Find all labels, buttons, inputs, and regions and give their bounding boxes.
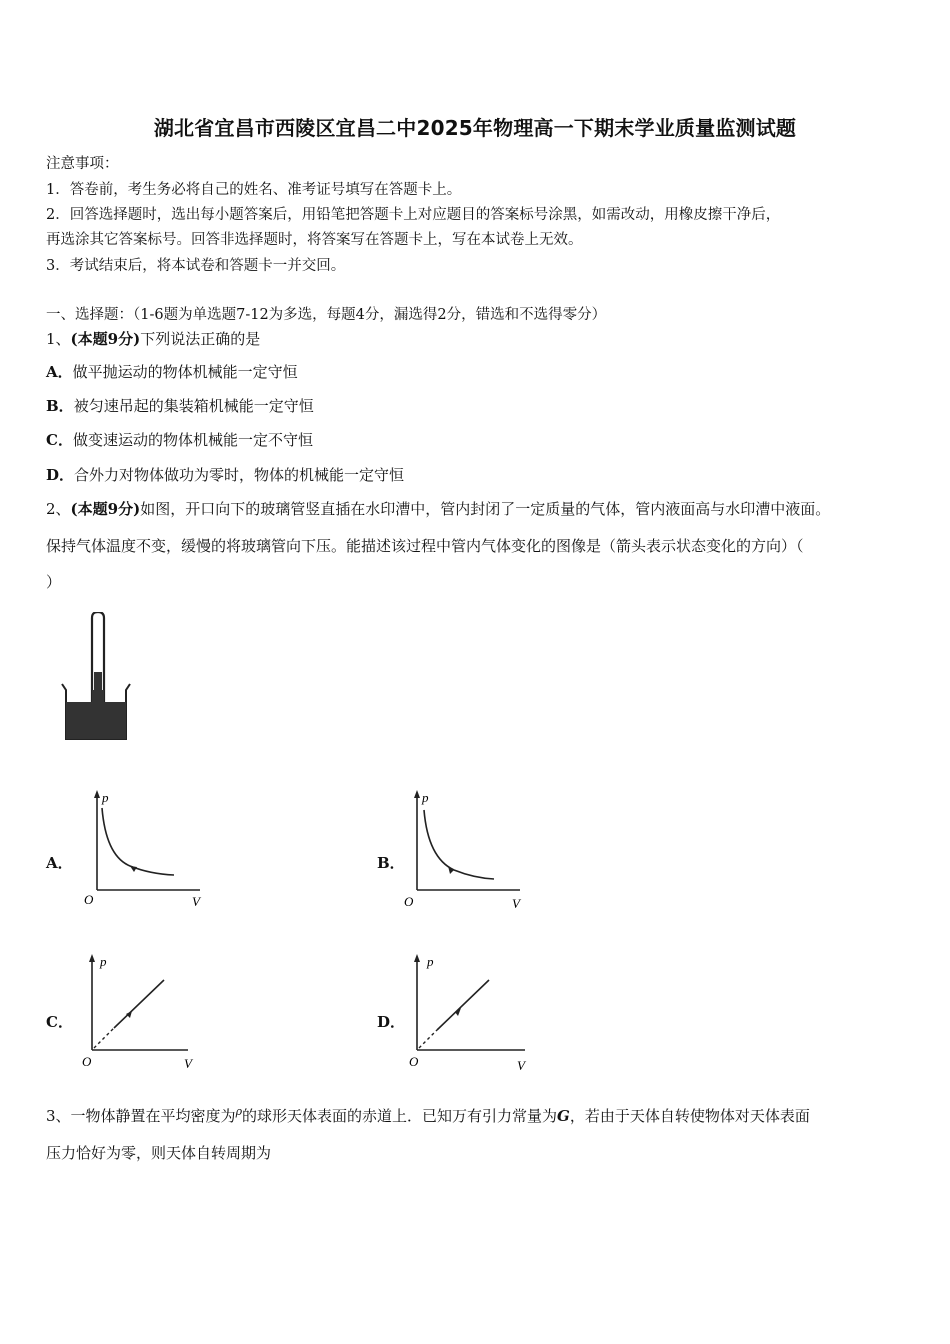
question-2 [46,498,830,519]
direction-arrow [126,1011,132,1018]
question-stem: 如图，开口向下的玻璃管竖直插在水印漕中，管内封闭了一定质量的气体，管内液面高与水印漕中液面。 [140,500,831,518]
question-3 [46,1105,810,1126]
option-a[interactable] [46,361,298,382]
option-text: 做平抛运动的物体机械能一定守恒 [72,363,298,381]
question-2-stem-cont: 保持气体温度不变，缓慢的将玻璃管向下压。能描述该过程中管内气体变化的图像是（箭头表示状态变化的方向）（ [46,537,804,555]
notice-item: 再选涂其它答案标号。回答非选择题时，将答案写在答题卡上，写在本试卷上无效。 [46,232,583,248]
isotherm-curve [102,808,174,875]
page-title: 湖北省宜昌市西陵区宜昌二中2025年物理高一下期末学业质量监测试题 [153,116,797,140]
question-number: 1、 [46,330,71,348]
option-text: 被匀速吊起的集装箱机械能一定守恒 [73,397,314,415]
question-tag: (本题9分) [70,330,141,348]
rho-symbol: ρ [235,1105,243,1118]
question-1 [46,328,260,349]
axis-origin: O [84,892,94,907]
question-stem: ，若由于天体自转使物体对天体表面 [569,1107,810,1125]
graph-option-d-label[interactable]: D． [377,1013,406,1031]
question-stem: 下列说法正确的是 [140,330,261,348]
option-letter: A． [46,363,73,381]
isotherm-line [114,980,164,1028]
g-symbol: G [557,1107,570,1125]
isotherm-curve [424,810,494,879]
axis-label-v: V [517,1058,525,1073]
graph-option-d [405,950,535,1078]
option-text: 做变速运动的物体机械能一定不守恒 [72,431,313,449]
graph-option-b-label[interactable]: B． [377,854,405,872]
graph-option-b [400,786,530,914]
direction-arrow [448,866,454,874]
notice-item: 1．答卷前，考生务必将自己的姓名、准考证号填写在答题卡上。 [46,182,462,198]
question-stem: 一物体静置在平均密度为 [70,1107,236,1125]
option-letter: C． [46,431,73,449]
option-letter: B． [46,397,74,415]
axis-label-p: p [427,954,434,969]
question-number: 2、 [46,500,71,518]
section-heading: 一、选择题：（1-6题为单选题7-12为多选，每题4分，漏选得2分，错选和不选得零分） [46,307,607,323]
axis-label-v: V [184,1056,192,1071]
notice-item: 3．考试结束后，将本试卷和答题卡一并交回。 [46,258,346,274]
question-3-stem-cont: 压力恰好为零，则天体自转周期为 [46,1144,272,1162]
axis-origin: O [82,1054,92,1069]
axis-label-p: p [422,790,429,805]
notice-item: 2．回答选择题时，选出每小题答案后，用铅笔把答题卡上对应题目的答案标号涂黑，如需改动，用橡皮擦干净后， [46,207,781,223]
axis-label-v: V [192,894,200,909]
axis-label-v: V [512,896,520,911]
axis-label-p: p [102,790,109,805]
notice-heading: 注意事项： [46,156,119,172]
graph-option-a-label[interactable]: A． [46,854,73,872]
option-text: 合外力对物体做功为零时，物体的机械能一定守恒 [74,466,405,484]
option-b[interactable] [46,395,314,416]
graph-option-c-label[interactable]: C． [46,1013,73,1031]
option-c[interactable] [46,429,313,450]
axis-origin: O [404,894,414,909]
graph-option-c [80,950,210,1078]
question-stem: 的球形天体表面的赤道上．已知万有引力常量为 [242,1107,558,1125]
tube-in-trough-figure [58,612,136,742]
option-letter: D． [46,466,75,484]
option-d[interactable] [46,464,404,485]
axis-label-p: p [100,954,107,969]
question-tag: (本题9分) [70,500,141,518]
graph-option-a [80,786,210,914]
question-number: 3、 [46,1107,71,1125]
question-2-stem-close: ） [46,573,62,591]
isotherm-line [437,980,489,1030]
axis-origin: O [409,1054,419,1069]
